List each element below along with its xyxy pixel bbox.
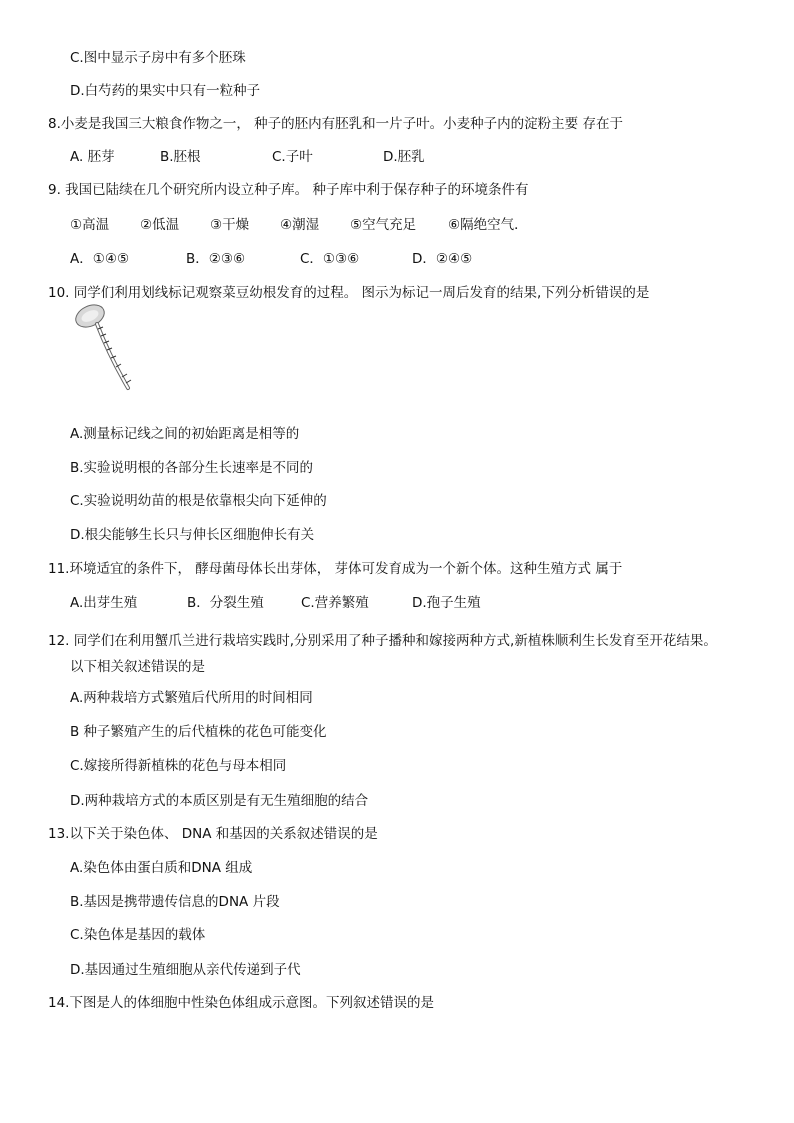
q9-option-a: A．①④⑤ [70, 251, 130, 267]
q12-option-a: A.两种栽培方式繁殖后代所用的时间相同 [70, 690, 313, 706]
q9-condition-4: ④潮湿 [280, 217, 320, 233]
q8-option-d: D.胚乳 [383, 149, 425, 165]
q7-option-d: D.白芍药的果实中只有一粒种子 [70, 83, 261, 99]
q13-stem: 13.以下关于染色体、 DNA 和基因的关系叙述错误的是 [48, 826, 378, 842]
q9-condition-6: ⑥隔绝空气． [448, 217, 528, 233]
q12-stem-line2: 以下相关叙述错误的是 [70, 659, 205, 675]
q11-option-c: C.营养繁殖 [301, 595, 369, 611]
q9-condition-1: ①高温 [70, 217, 110, 233]
q9-condition-5: ⑤空气充足 [350, 217, 417, 233]
q8-option-a: A. 胚芽 [70, 149, 115, 165]
q7-option-c: C.图中显示子房中有多个胚珠 [70, 50, 246, 66]
q12-option-d: D.两种栽培方式的本质区别是有无生殖细胞的结合 [70, 793, 369, 809]
q13-option-b: B.基因是携带遗传信息的DNA 片段 [70, 894, 280, 910]
q14-stem: 14.下图是人的体细胞中性染色体组成示意图。下列叙述错误的是 [48, 995, 434, 1011]
q10-option-b: B.实验说明根的各部分生长速率是不同的 [70, 460, 314, 476]
q10-option-d: D.根尖能够生长只与伸长区细胞伸长有关 [70, 527, 315, 543]
q11-stem: 11.环境适宜的条件下， 酵母菌母体长出芽体， 芽体可发育成为一个新个体。这种生殖方式 属于 [48, 561, 623, 577]
q9-stem: 9. 我国已陆续在几个研究所内设立种子库。 种子库中利于保存种子的环境条件有 [48, 182, 529, 198]
q10-option-a: A.测量标记线之间的初始距离是相等的 [70, 426, 300, 442]
q8-option-c: C.子叶 [272, 149, 313, 165]
q9-condition-2: ②低温 [140, 217, 180, 233]
q12-option-c: C.嫁接所得新植株的花色与母本相同 [70, 758, 287, 774]
q8-stem: 8.小麦是我国三大粮食作物之一， 种子的胚内有胚乳和一片子叶。小麦种子内的淀粉主要 存在于 [48, 116, 623, 132]
q12-stem-line1: 12. 同学们在利用蟹爪兰进行栽培实践时,分别采用了种子播种和嫁接两种方式,新植株顺利生长发育至开花结果。 [48, 633, 717, 649]
q13-option-d: D.基因通过生殖细胞从亲代传递到子代 [70, 962, 301, 978]
q10-option-c: C.实验说明幼苗的根是依靠根尖向下延伸的 [70, 493, 327, 509]
q11-option-b: B．分裂生殖 [187, 595, 264, 611]
q11-option-d: D.孢子生殖 [412, 595, 481, 611]
q9-condition-3: ③干燥 [210, 217, 250, 233]
q9-option-c: C．①③⑥ [300, 251, 360, 267]
bean-seedling-figure [70, 302, 140, 397]
q13-option-a: A.染色体由蛋白质和DNA 组成 [70, 860, 253, 876]
q11-option-a: A.出芽生殖 [70, 595, 138, 611]
q10-stem: 10. 同学们利用划线标记观察菜豆幼根发育的过程。 图示为标记一周后发育的结果,下列分析错误的是 [48, 285, 650, 301]
q8-option-b: B.胚根 [160, 149, 201, 165]
q13-option-c: C.染色体是基因的载体 [70, 927, 206, 943]
q9-option-b: B．②③⑥ [186, 251, 246, 267]
root-with-marks [97, 324, 131, 388]
q12-option-b: B 种子繁殖产生的后代植株的花色可能变化 [70, 724, 327, 740]
q9-option-d: D．②④⑤ [412, 251, 473, 267]
